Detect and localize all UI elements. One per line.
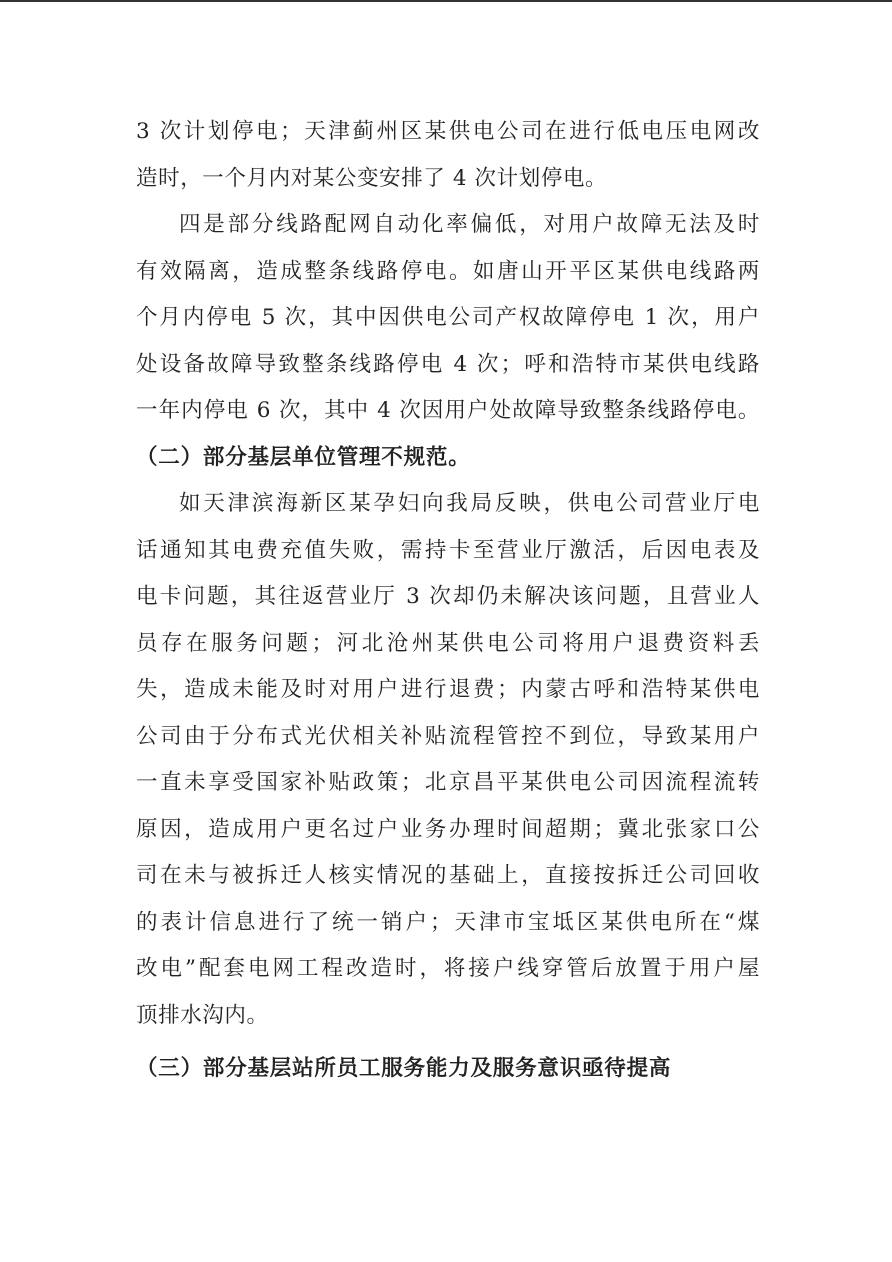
text-line: 失，造成未能及时对用户进行退费；内蒙古呼和浩特某供电 [136, 677, 760, 702]
paragraph-spacer [136, 1044, 760, 1051]
paragraph-distribution-automation [136, 207, 760, 440]
text-line: 造时，一个月内对某公变安排了 4 次计划停电。 [136, 165, 608, 191]
paragraph-continuation [136, 114, 760, 207]
text-line: 电卡问题，其往返营业厅 3 次却仍未解决该问题，且营业人 [136, 584, 760, 609]
heading-line: （二）部分基层单位管理不规范。 [136, 444, 471, 470]
paragraph-management-issues [136, 486, 760, 1044]
page-top-border [0, 0, 892, 2]
text-line: 一年内停电 6 次，其中 4 次因用户处故障导致整条线路停电。 [136, 398, 760, 423]
text-line: 个月内停电 5 次，其中因供电公司产权故障停电 1 次，用户 [136, 305, 760, 330]
text-line: 一直未享受国家补贴政策；北京昌平某供电公司因流程流转 [136, 770, 760, 795]
text-line: 四是部分线路配网自动化率偏低，对用户故障无法及时 [179, 212, 760, 237]
section-heading-2 [136, 440, 760, 487]
section-heading-3 [136, 1051, 760, 1098]
text-line: 改电”配套电网工程改造时，将接户线穿管后放置于用户屋 [136, 956, 760, 981]
heading-line: （三）部分基层站所员工服务能力及服务意识亟待提高 [136, 1056, 672, 1081]
text-line: 顶排水沟内。 [136, 1002, 269, 1028]
text-line: 员存在服务问题；河北沧州某供电公司将用户退费资料丢 [136, 630, 760, 656]
text-line: 3 次计划停电；天津蓟州区某供电公司在进行低电压电网改 [136, 119, 760, 144]
text-line: 如天津滨海新区某孕妇向我局反映，供电公司营业厅电 [179, 491, 760, 516]
text-line: 有效隔离，造成整条线路停电。如唐山开平区某供电线路两 [136, 258, 760, 284]
text-line: 原因，造成用户更名过户业务办理时间超期；冀北张家口公 [136, 816, 760, 842]
document-page [136, 114, 760, 1098]
text-line: 话通知其电费充值失败，需持卡至营业厅激活，后因电表及 [136, 537, 760, 563]
text-line: 的表计信息进行了统一销户；天津市宝坻区某供电所在“煤 [136, 909, 760, 935]
text-line: 公司由于分布式光伏相关补贴流程管控不到位，导致某用户 [136, 723, 760, 749]
text-line: 处设备故障导致整条线路停电 4 次；呼和浩特市某供电线路 [136, 351, 760, 377]
text-line: 司在未与被拆迁人核实情况的基础上，直接按拆迁公司回收 [136, 863, 760, 888]
